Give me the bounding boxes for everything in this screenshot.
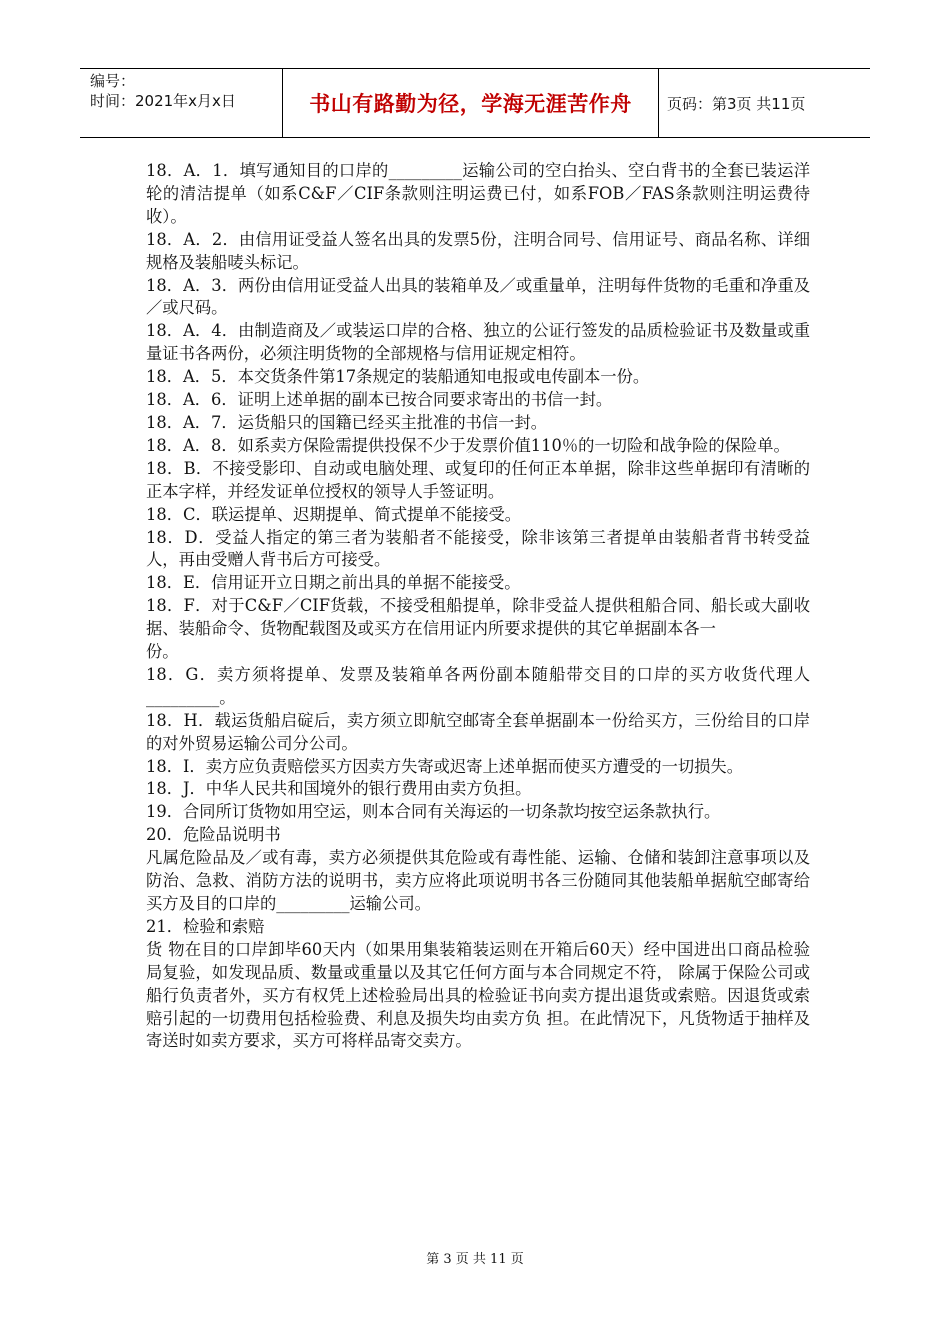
clause-21-heading: 21．检验和索赔 (146, 916, 265, 936)
clause-18f: 18．F．对于C&F／CIF货载，不接受租船提单，除非受益人提供租船合同、船长或大副收据、装船命令、货物配载图及或买方在信用证内所要求提供的其它单据副本各一 (146, 596, 810, 639)
clause-18j: 18．J．中华人民共和国境外的银行费用由卖方负担。 (146, 779, 532, 799)
header-page-number: 页码：第3页 共11页 (667, 94, 806, 113)
document-body (146, 160, 810, 1053)
page-footer: 第 3 页 共 11 页 (426, 1252, 524, 1267)
clause-18g: 18．G．卖方须将提单、发票及装箱单各两份副本随船带交目的口岸的买方收货代理人_________。 (146, 664, 810, 707)
clause-18e: 18．E．信用证开立日期之前出具的单据不能接受。 (146, 573, 521, 593)
document-time-label: 时间：2021年x月x日 (90, 92, 236, 110)
page-header (80, 68, 870, 138)
clause-18i: 18．I．卖方应负责赔偿买方因卖方失寄或迟寄上述单据而使买方遭受的一切损失。 (146, 756, 743, 776)
clause-18a5: 18．A．5．本交货条件第17条规定的装船通知电报或电传副本一份。 (146, 367, 650, 387)
header-motto: 书山有路勤为径，学海无涯苦作舟 (283, 69, 659, 137)
clause-20-body: 凡属危险品及／或有毒，卖方必须提供其危险或有毒性能、运输、仓储和装卸注意事项以及防治、急救、消防方法的说明书，卖方应将此项说明书各三份随同其他装船单据航空邮寄给买方及目的口岸的_________运输公司。 (146, 848, 810, 913)
clause-18d: 18．D．受益人指定的第三者为装船者不能接受，除非该第三者提单由装船者背书转受益人，再由受赠人背书后方可接受。 (146, 527, 810, 570)
document-number-label: 编号： (90, 72, 136, 90)
clause-21-body: 货 物在目的口岸卸毕60天内（如果用集装箱装运则在开箱后60天）经中国进出口商品检验局复验，如发现品质、数量或重量以及其它任何方面与本合同规定不符， 除属于保险公司或船行负责者外，买方有权凭上述检验局出具的检验证书向卖方提出退货或索赔。因退货或索赔引起的一切费用包括检验费、利息及损失均由卖方负 担。在此情况下，凡货物适于抽样及寄送时如卖方要求，买方可将样品寄交卖方。 (146, 939, 810, 1051)
clause-18f-continued: 份。 (146, 642, 179, 662)
clause-18h: 18．H．载运货船启碇后，卖方须立即航空邮寄全套单据副本一份给买方，三份给目的口岸的对外贸易运输公司分公司。 (146, 710, 810, 753)
clause-18c: 18．C．联运提单、迟期提单、简式提单不能接受。 (146, 504, 522, 524)
clause-19: 19．合同所订货物如用空运，则本合同有关海运的一切条款均按空运条款执行。 (146, 802, 721, 822)
header-meta-cell (80, 69, 283, 137)
clause-18a2: 18．A．2．由信用证受益人签名出具的发票5份，注明合同号、信用证号、商品名称、详细规格及装船唛头标记。 (146, 229, 810, 272)
clause-18a4: 18．A．4．由制造商及／或装运口岸的合格、独立的公证行签发的品质检验证书及数量或重量证书各两份，必须注明货物的全部规格与信用证规定相符。 (146, 321, 810, 364)
clause-18a7: 18．A．7．运货船只的国籍已经买主批准的书信一封。 (146, 412, 548, 432)
clause-18a1: 18．A．1．填写通知目的口岸的_________运输公司的空白抬头、空白背书的全套已装运洋轮的清洁提单（如系C&F／CIF条款则注明运费已付，如系FOB／FAS条款则注明运费待收）。 (146, 161, 810, 226)
clause-18a6: 18．A．6．证明上述单据的副本已按合同要求寄出的书信一封。 (146, 390, 613, 410)
clause-20-heading: 20．危险品说明书 (146, 825, 281, 845)
clause-18a8: 18．A．8．如系卖方保险需提供投保不少于发票价值110％的一切险和战争险的保险单。 (146, 435, 790, 455)
clause-18b: 18．B．不接受影印、自动或电脑处理、或复印的任何正本单据，除非这些单据印有清晰的正本字样，并经发证单位授权的领导人手签证明。 (146, 458, 810, 501)
clause-18a3: 18．A．3．两份由信用证受益人出具的装箱单及／或重量单，注明每件货物的毛重和净重及／或尺码。 (146, 275, 810, 318)
